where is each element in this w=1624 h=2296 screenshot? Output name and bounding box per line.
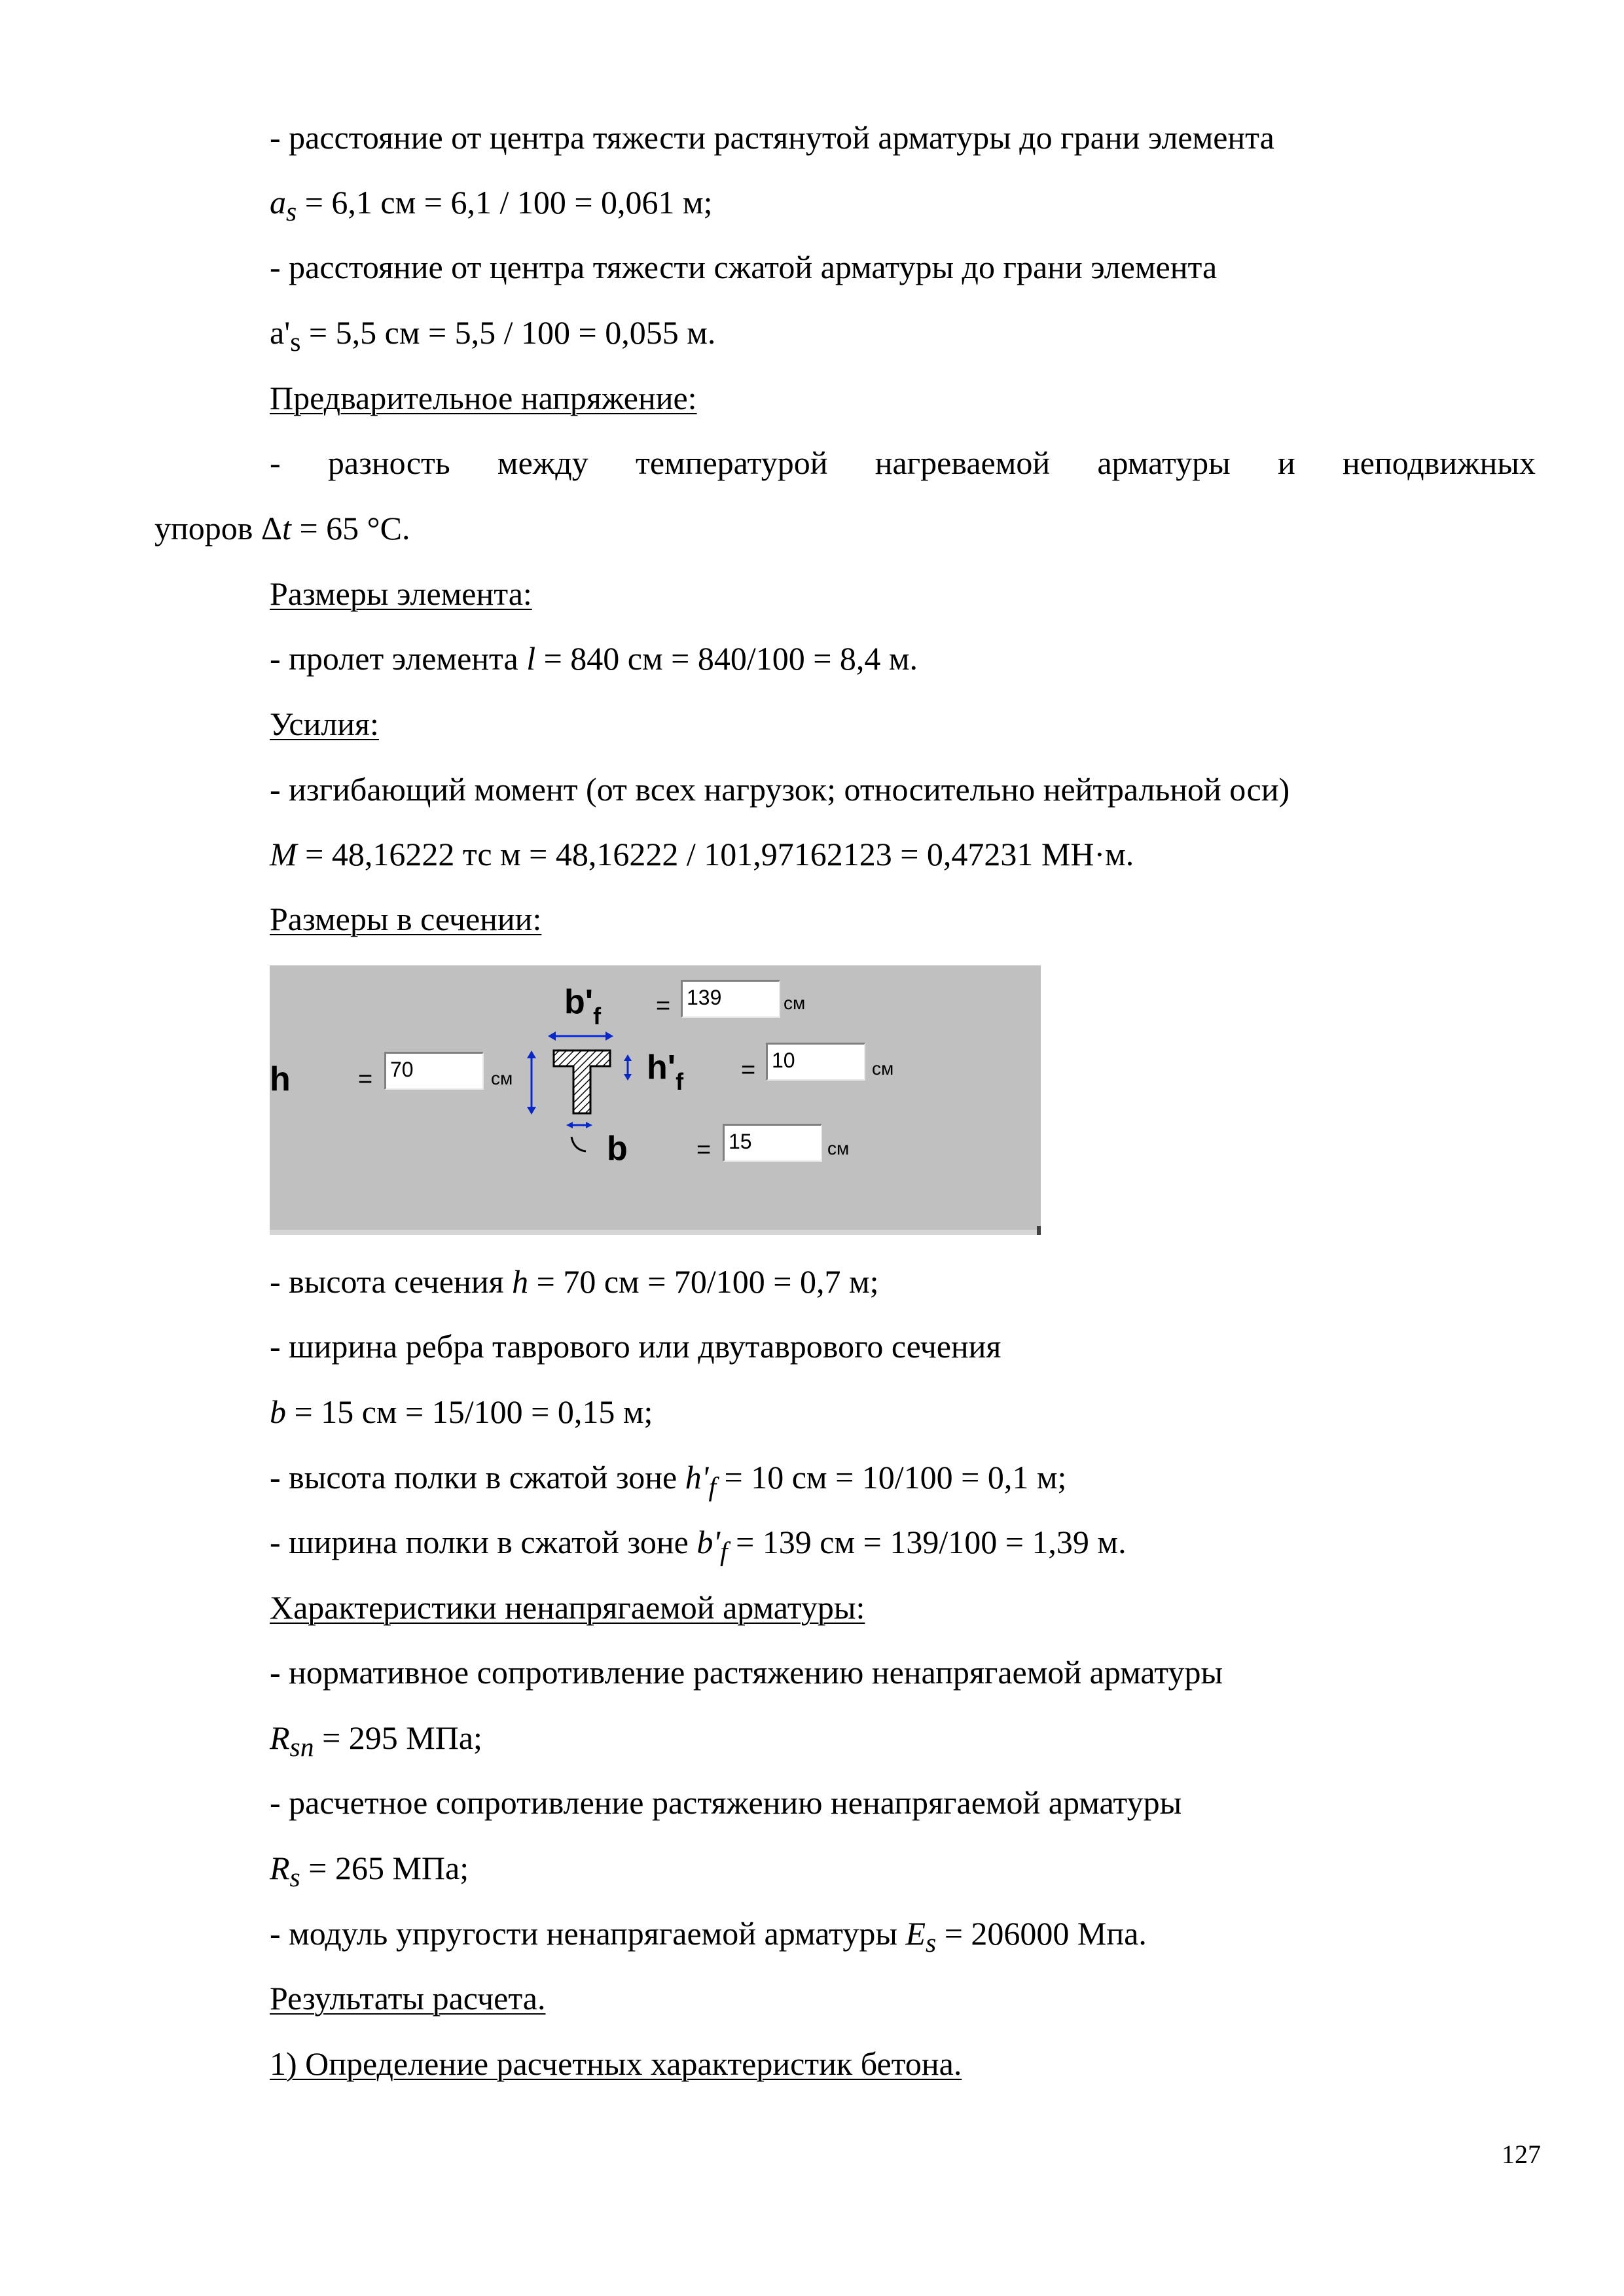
- text-line: - расчетное сопротивление растяжению ненапрягаемой арматуры: [270, 1784, 1182, 1821]
- formula-rest: = 10 см = 10/100 = 0,1 м;: [716, 1459, 1067, 1496]
- symbol: R: [270, 1719, 290, 1756]
- panel-bottom-edge: [270, 1230, 1041, 1235]
- height-arrow-icon: [524, 1050, 539, 1115]
- symbol: t: [282, 510, 291, 547]
- section-heading: Размеры элемента:: [270, 575, 532, 612]
- formula-rest: = 5,5 см = 5,5 / 100 = 0,055 м.: [300, 314, 716, 351]
- section-heading: Усилия:: [270, 706, 379, 742]
- section-heading: Результаты расчета.: [270, 1980, 546, 2017]
- symbol: h: [512, 1263, 529, 1300]
- b-label: b: [607, 1130, 628, 1168]
- symbol: l: [526, 640, 536, 677]
- text: - ширина полки в сжатой зоне: [270, 1524, 697, 1560]
- subscript: s: [926, 1928, 937, 1958]
- bf-input[interactable]: 139: [681, 980, 780, 1018]
- symbol: a: [270, 184, 286, 221]
- formula-line: [270, 639, 918, 678]
- b-unit: см: [827, 1138, 850, 1158]
- formula-line: [270, 313, 715, 362]
- formula-line: [270, 1458, 1066, 1507]
- formula-line: [270, 834, 1134, 874]
- bf-unit: см: [784, 993, 806, 1013]
- symbol: b: [270, 1393, 286, 1430]
- subscript: f: [708, 1472, 717, 1502]
- symbol: E: [905, 1915, 926, 1952]
- formula-rest: = 65 °С.: [291, 510, 410, 547]
- h-unit: см: [491, 1068, 513, 1088]
- formula-line: [270, 1914, 1147, 1963]
- text: - пролет элемента: [270, 640, 527, 677]
- bf-label: $b'_f$: [564, 983, 602, 1030]
- formula-rest: = 265 МПа;: [300, 1850, 469, 1886]
- subscript: sn: [289, 1732, 314, 1763]
- subscript: f: [720, 1537, 728, 1567]
- text-line: - расстояние от центра тяжести растянутой арматуры до грани элемента: [270, 119, 1274, 156]
- text-line: - разность между температурой нагреваемой арматуры и неподвижных: [270, 444, 1536, 481]
- flange-width-arrow-icon: [548, 1030, 613, 1043]
- rib-width-arrow-icon: [566, 1121, 592, 1154]
- formula-rest: = 6,1 см = 6,1 / 100 = 0,061 м;: [297, 184, 713, 221]
- formula-line: [154, 509, 410, 548]
- text: - высота сечения: [270, 1263, 513, 1300]
- text-line: - расстояние от центра тяжести сжатой арматуры до грани элемента: [270, 249, 1218, 285]
- panel-corner: [1037, 1226, 1041, 1235]
- hf-unit: см: [872, 1058, 894, 1079]
- symbol: a': [270, 314, 291, 351]
- subscript: s: [286, 197, 297, 227]
- symbol: M: [270, 836, 297, 872]
- b-input[interactable]: 15: [723, 1124, 822, 1162]
- flange-height-arrow-icon: [622, 1054, 634, 1081]
- section-heading: 1) Определение расчетных характеристик бетона.: [270, 2045, 962, 2082]
- h-equals: =: [358, 1066, 373, 1093]
- text-line: - ширина ребра таврового или двутаврового сечения: [270, 1328, 1001, 1365]
- subscript: s: [289, 1863, 300, 1893]
- formula-line: [270, 1848, 469, 1897]
- subscript: s: [290, 327, 301, 357]
- section-heading: Характеристики ненапрягаемой арматуры:: [270, 1589, 865, 1626]
- section-heading: Размеры в сечении:: [270, 901, 542, 937]
- symbol: h': [685, 1459, 709, 1496]
- formula-rest: = 15 см = 15/100 = 0,15 м;: [286, 1393, 653, 1430]
- tee-section-icon: [552, 1049, 611, 1115]
- b-equals: =: [696, 1136, 712, 1164]
- hf-input[interactable]: 10: [766, 1043, 865, 1081]
- text-line: - изгибающий момент (от всех нагрузок; относительно нейтральной оси): [270, 771, 1290, 808]
- formula-rest: = 295 МПа;: [314, 1719, 482, 1756]
- formula-line: [270, 1522, 1127, 1571]
- formula-line: [270, 183, 713, 232]
- formula-line: [270, 1262, 879, 1301]
- formula-rest: = 139 см = 139/100 = 1,39 м.: [727, 1524, 1127, 1560]
- section-dimensions-panel: [270, 965, 1041, 1235]
- bf-equals: =: [656, 992, 671, 1020]
- formula-rest: = 206000 Мпа.: [936, 1915, 1147, 1952]
- h-input[interactable]: 70: [384, 1052, 484, 1090]
- text: упоров Δ: [154, 510, 283, 547]
- symbol: b': [696, 1524, 721, 1560]
- symbol: R: [270, 1850, 290, 1886]
- formula-line: [270, 1392, 653, 1431]
- formula-line: [270, 1718, 482, 1767]
- text-line: - нормативное сопротивление растяжению ненапрягаемой арматуры: [270, 1654, 1223, 1691]
- formula-rest: = 48,16222 тс м = 48,16222 / 101,97162123 = 0,47231 МН·м.: [297, 836, 1134, 872]
- section-heading: Предварительное напряжение:: [270, 380, 697, 416]
- hf-label: $h'_f$: [647, 1049, 684, 1096]
- formula-rest: = 840 см = 840/100 = 8,4 м.: [535, 640, 918, 677]
- hf-equals: =: [741, 1056, 756, 1084]
- h-label: h: [270, 1060, 291, 1098]
- text: - высота полки в сжатой зоне: [270, 1459, 685, 1496]
- page-number: 127: [1502, 2140, 1541, 2169]
- text: - модуль упругости ненапрягаемой арматуры: [270, 1915, 906, 1952]
- formula-rest: = 70 см = 70/100 = 0,7 м;: [528, 1263, 879, 1300]
